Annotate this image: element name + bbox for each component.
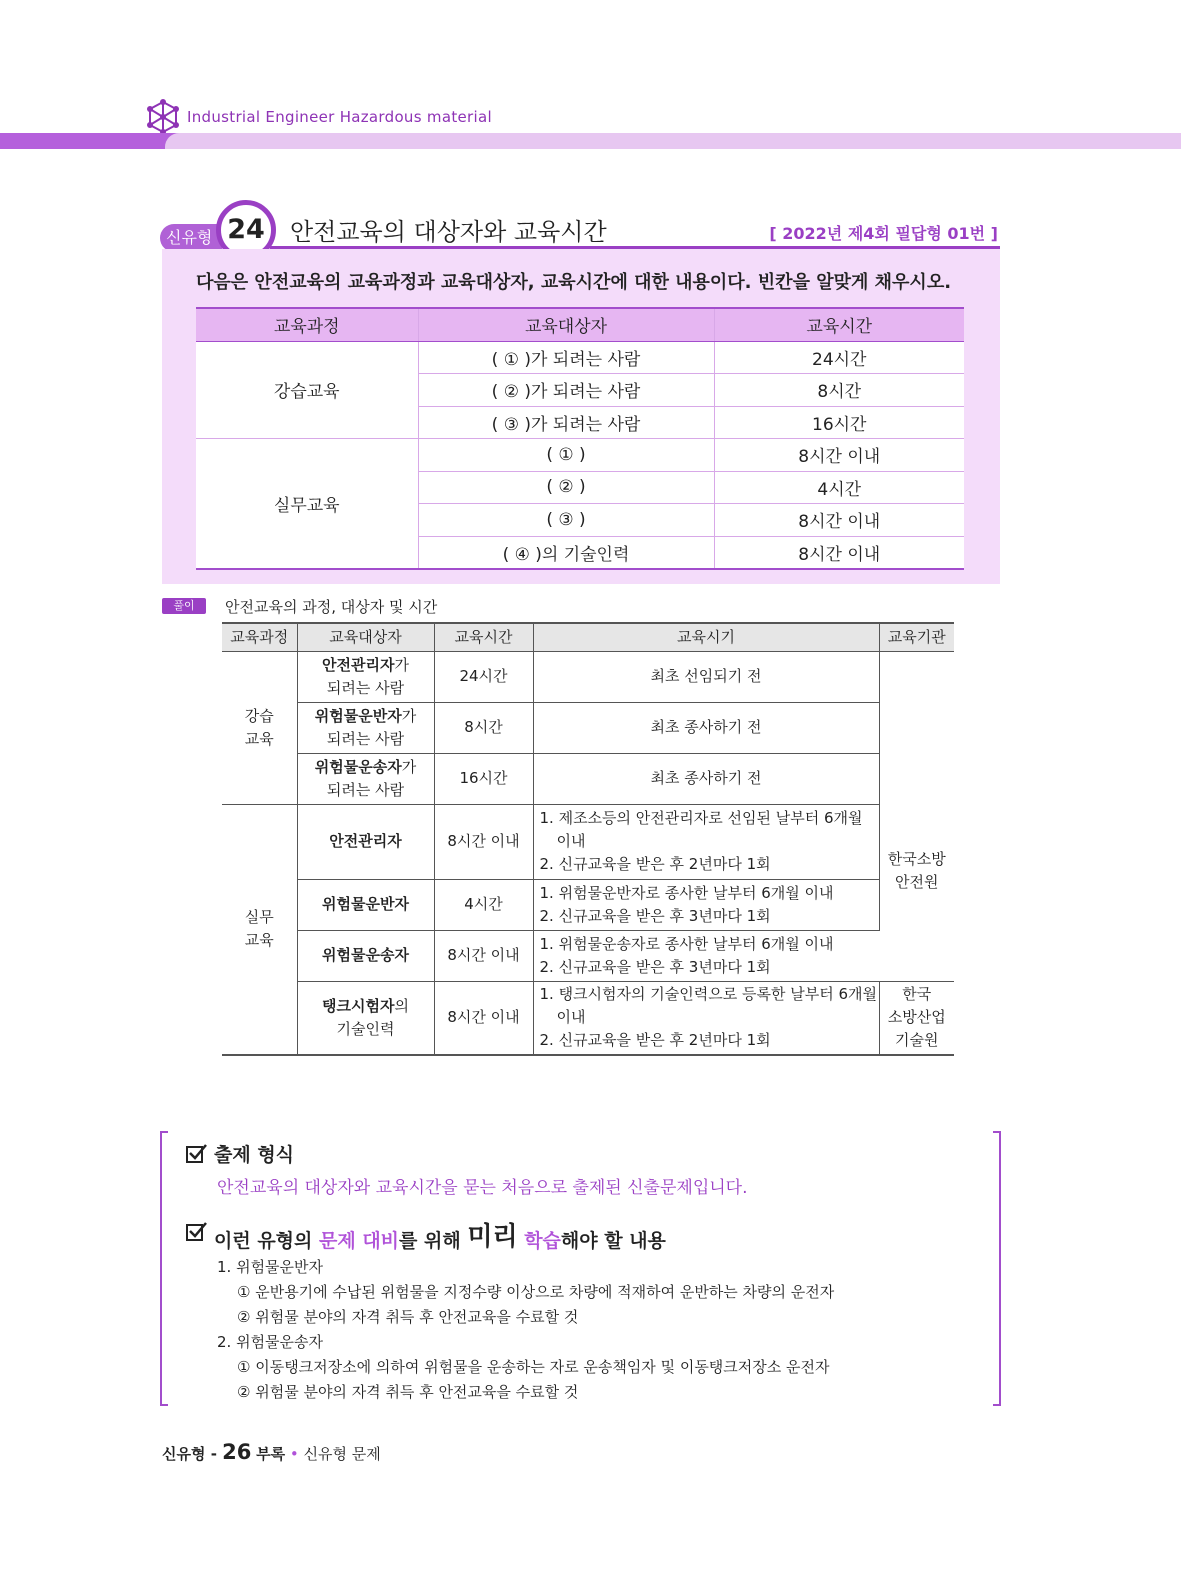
footer-dot: • [289,1445,299,1463]
when-item: 1. 위험물운반자로 종사한 날부터 6개월 이내 [539,883,834,902]
when-item: 2. 신규교육을 받은 후 3년마다 1회 [539,957,771,976]
table-row [222,804,954,879]
list-item: ② 위험물 분야의 자격 취득 후 안전교육을 수료할 것 [237,1308,579,1326]
when-cell [533,879,879,930]
table-header-row [196,308,964,341]
checkbox-checked-icon [186,1143,208,1163]
when-item: 1. 제조소등의 안전관리자로 선임된 날부터 6개월 이내 [539,809,863,850]
list-item: ② 위험물 분야의 자격 취득 후 안전교육을 수료할 것 [237,1383,579,1401]
target-rest: 의 기술인력 [336,996,409,1038]
question-title: 안전교육의 대상자와 교육시간 [290,218,607,246]
question-source: [ 2022년 제4회 필답형 01번 ] [769,224,998,243]
course-cell: 강습교육 [196,341,418,439]
solution-title: 안전교육의 과정, 대상자 및 시간 [225,598,438,616]
list-item-title: 2. 위험물운송자 [217,1333,324,1351]
time-cell: 24시간 [714,341,964,374]
time-cell: 4시간 [434,879,533,930]
target-rest: 가 되려는 사람 [326,655,409,697]
time-cell: 16시간 [714,406,964,439]
tip-heading-highlight: 학습 [524,1230,561,1252]
tip-bracket-left [160,1131,168,1406]
when-cell: 최초 종사하기 전 [533,702,879,753]
target-cell: 안전관리자 [297,804,434,879]
target-cell [297,702,434,753]
time-cell: 8시간 [434,702,533,753]
table-row [222,753,954,804]
table-row [222,981,954,1055]
solution-tag: 풀이 [162,598,206,614]
table-row [222,930,954,981]
time-cell: 8시간 이내 [434,804,533,879]
target-rest: 가 되려는 사람 [326,706,417,748]
when-cell [533,804,879,879]
tip-heading-highlight: 문제 대비 [319,1230,400,1252]
target-cell: ( ① ) [418,439,714,472]
footer-chapter: 신유형 문제 [303,1445,381,1463]
when-item: 2. 신규교육을 받은 후 2년마다 1회 [539,855,771,873]
table-row [196,439,964,472]
header-time: 교육시간 [714,308,964,341]
solution-table [222,622,954,1056]
target-bold: 위험물운반자 [314,706,402,725]
list-item-title: 1. 위험물운반자 [217,1258,324,1276]
header-agency: 교육기관 [879,623,954,651]
header-course: 교육과정 [222,623,297,651]
agency-cell: 한국 소방산업 기술원 [879,981,954,1055]
target-cell: 위험물운반자 [297,879,434,930]
time-cell: 24시간 [434,651,533,702]
target-cell [297,753,434,804]
time-cell: 8시간 [714,374,964,407]
course-cell: 실무교육 [196,439,418,569]
tip-format-text: 안전교육의 대상자와 교육시간을 묻는 처음으로 출제된 신출문제입니다. [217,1178,748,1198]
tip-bracket-right [993,1131,1001,1406]
target-cell [297,651,434,702]
question-text: 다음은 안전교육의 교육과정과 교육대상자, 교육시간에 대한 내용이다. 빈칸을 알맞게 채우시오. [196,272,952,293]
time-cell: 16시간 [434,753,533,804]
target-rest: 가 되려는 사람 [326,757,417,799]
footer-label: 신유형 - [162,1445,223,1463]
page-number: 26 [222,1440,252,1464]
header-course: 교육과정 [196,308,418,341]
header-target: 교육대상자 [418,308,714,341]
tip-heading-format: 출제 형식 [214,1144,295,1166]
time-cell: 8시간 이내 [714,536,964,569]
target-cell: ( ② )가 되려는 사람 [418,374,714,407]
table-row [222,879,954,930]
header-bar-light [165,133,1181,149]
target-bold: 위험물운송자 [314,757,402,776]
footer-section: 부록 [256,1445,286,1463]
header-target: 교육대상자 [297,623,434,651]
tip-heading-part: 를 위해 [399,1230,468,1252]
checkbox-checked-icon [186,1221,208,1241]
course-cell: 실무 교육 [222,804,297,1055]
when-cell: 최초 선임되기 전 [533,651,879,702]
target-cell: ( ③ ) [418,504,714,537]
target-bold: 안전관리자 [322,655,395,674]
header-when: 교육시기 [533,623,879,651]
table-row [196,341,964,374]
list-item: ① 이동탱크저장소에 의하여 위험물을 운송하는 자로 운송책임자 및 이동탱크저장소 운전자 [237,1358,830,1376]
table-row [222,702,954,753]
table-header-row [222,623,954,651]
time-cell: 8시간 이내 [434,981,533,1055]
target-cell: ( ② ) [418,471,714,504]
tip-heading-prepare [214,1216,666,1253]
table-row [222,651,954,702]
course-cell: 강습 교육 [222,651,297,804]
when-cell [533,981,879,1055]
tip-heading-part: 해야 할 내용 [560,1230,666,1252]
page-footer [162,1440,381,1464]
target-cell [297,981,434,1055]
when-item: 2. 신규교육을 받은 후 3년마다 1회 [539,906,771,925]
tip-heading-part: 이런 유형의 [214,1230,319,1252]
target-cell: ( ① )가 되려는 사람 [418,341,714,374]
header-title: Industrial Engineer Hazardous material [187,108,492,126]
cube-network-icon [147,99,179,135]
question-number: 24 [216,200,276,260]
target-cell: ( ③ )가 되려는 사람 [418,406,714,439]
when-item: 1. 탱크시험자의 기술인력으로 등록한 날부터 6개월 이내 [539,985,877,1027]
when-cell [533,930,879,981]
target-bold: 탱크시험자 [322,996,395,1015]
question-table [196,307,964,570]
tip-heading-big: 미리 [467,1222,518,1252]
time-cell: 8시간 이내 [714,504,964,537]
time-cell: 8시간 이내 [434,930,533,981]
header-time: 교육시간 [434,623,533,651]
question-type-badge: 신유형 [160,224,222,252]
agency-cell: 한국소방 안전원 [879,651,954,930]
time-cell: 4시간 [714,471,964,504]
target-cell: ( ④ )의 기술인력 [418,536,714,569]
list-item: ① 운반용기에 수납된 위험물을 지정수량 이상으로 차량에 적재하여 운반하는 차량의 운전자 [237,1283,835,1301]
tip-list [217,1255,834,1405]
target-cell: 위험물운송자 [297,930,434,981]
when-cell: 최초 종사하기 전 [533,753,879,804]
when-item: 2. 신규교육을 받은 후 2년마다 1회 [539,1031,771,1050]
when-item: 1. 위험물운송자로 종사한 날부터 6개월 이내 [539,934,834,953]
time-cell: 8시간 이내 [714,439,964,472]
